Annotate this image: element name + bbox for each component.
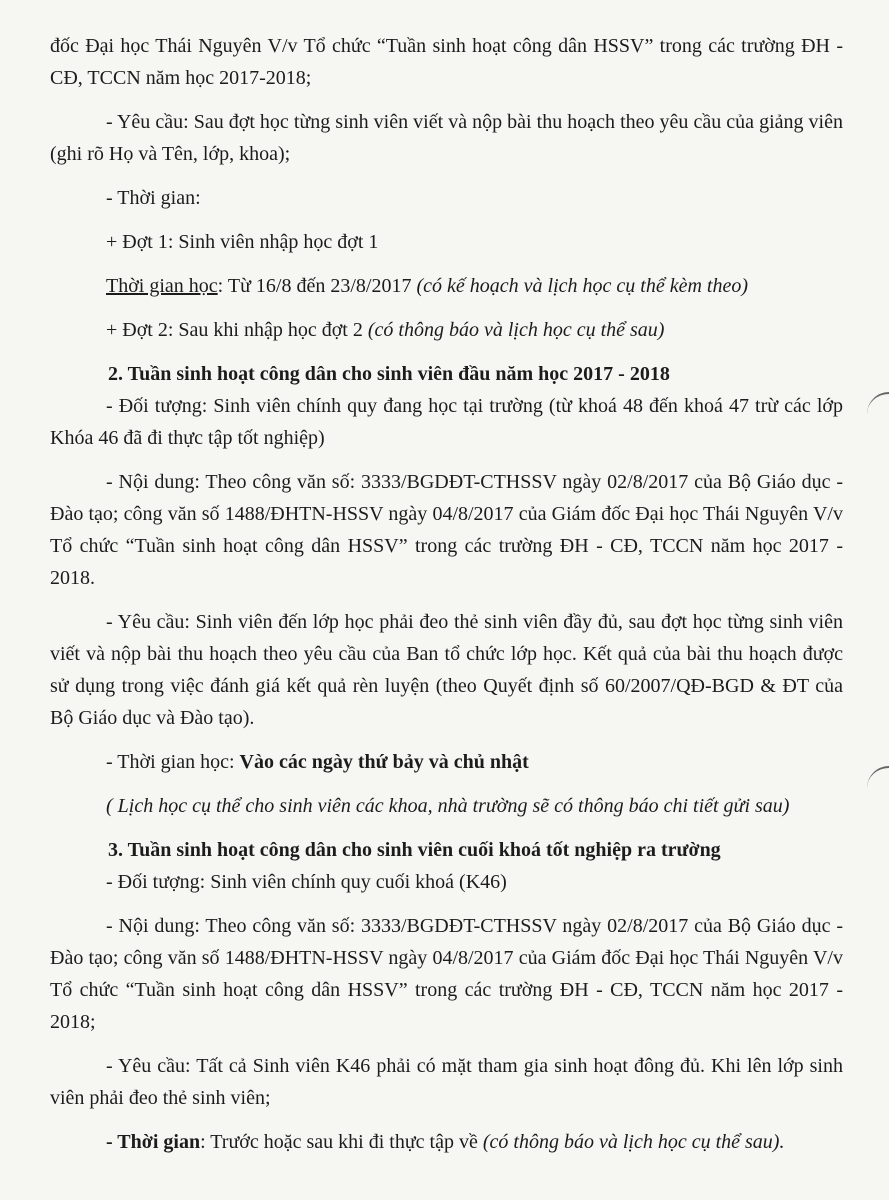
paragraph: - Nội dung: Theo công văn số: 3333/BGDĐT-CTHSSV ngày 02/8/2017 của Bộ Giáo dục - Đào tạo; công văn số 1488/ĐHTN-HSSV ngày 04/8/2017 của Giám đốc Đại học Thái Nguyên V/v Tổ chức “Tuần sinh hoạt công dân HSSV” trong các trường ĐH - CĐ, TCCN năm học 2017 - 2018; [50, 915, 843, 1033]
edge-mark [867, 766, 889, 790]
paragraph: ( Lịch học cụ thể cho sinh viên các khoa, nhà trường sẽ có thông báo chi tiết gửi sau) [106, 795, 790, 817]
section-heading: 2. Tuần sinh hoạt công dân cho sinh viên đầu năm học 2017 - 2018 [108, 363, 670, 385]
paragraph: đốc Đại học Thái Nguyên V/v Tổ chức “Tuần sinh hoạt công dân HSSV” trong các trường ĐH - CĐ, TCCN năm học 2017-2018; [50, 35, 843, 89]
paragraph: - Yêu cầu: Sinh viên đến lớp học phải đeo thẻ sinh viên đầy đủ, sau đợt học từng sinh viên viết và nộp bài thu hoạch theo yêu cầu của Ban tổ chức lớp học. Kết quả của bài thu hoạch được sử dụng trong việc đánh giá kết quả rèn luyện (theo Quyết định số 60/2007/QĐ-BGD & ĐT của Bộ Giáo dục và Đào tạo). [50, 611, 843, 729]
paragraph: - Thời gian: Trước hoặc sau khi đi thực tập về (có thông báo và lịch học cụ thể sau). [106, 1131, 785, 1153]
section-heading: 3. Tuần sinh hoạt công dân cho sinh viên cuối khoá tốt nghiệp ra trường [108, 839, 721, 861]
paragraph: - Đối tượng: Sinh viên chính quy cuối khoá (K46) [106, 871, 507, 893]
paragraph: - Thời gian học: Vào các ngày thứ bảy và chủ nhật [106, 751, 529, 773]
paragraph: - Thời gian: [106, 187, 201, 209]
paragraph: - Yêu cầu: Sau đợt học từng sinh viên viết và nộp bài thu hoạch theo yêu cầu của giảng viên (ghi rõ Họ và Tên, lớp, khoa); [50, 111, 843, 165]
paragraph: - Yêu cầu: Tất cả Sinh viên K46 phải có mặt tham gia sinh hoạt đông đủ. Khi lên lớp sinh viên phải đeo thẻ sinh viên; [50, 1055, 843, 1109]
paragraph: - Nội dung: Theo công văn số: 3333/BGDĐT-CTHSSV ngày 02/8/2017 của Bộ Giáo dục - Đào tạo; công văn số 1488/ĐHTN-HSSV ngày 04/8/2017 của Giám đốc Đại học Thái Nguyên V/v Tổ chức “Tuần sinh hoạt công dân HSSV” trong các trường ĐH - CĐ, TCCN năm học 2017 - 2018. [50, 471, 843, 589]
underlined-label: Thời gian học [106, 275, 218, 297]
paragraph: + Đợt 1: Sinh viên nhập học đợt 1 [106, 231, 379, 253]
paragraph: + Đợt 2: Sau khi nhập học đợt 2 (có thông báo và lịch học cụ thể sau) [106, 319, 665, 341]
paragraph: Thời gian học: Từ 16/8 đến 23/8/2017 (có kế hoạch và lịch học cụ thể kèm theo) [106, 275, 748, 297]
paragraph: - Đối tượng: Sinh viên chính quy đang học tại trường (từ khoá 48 đến khoá 47 trừ các lớp Khóa 46 đã đi thực tập tốt nghiệp) [50, 395, 843, 449]
edge-mark [867, 392, 889, 416]
